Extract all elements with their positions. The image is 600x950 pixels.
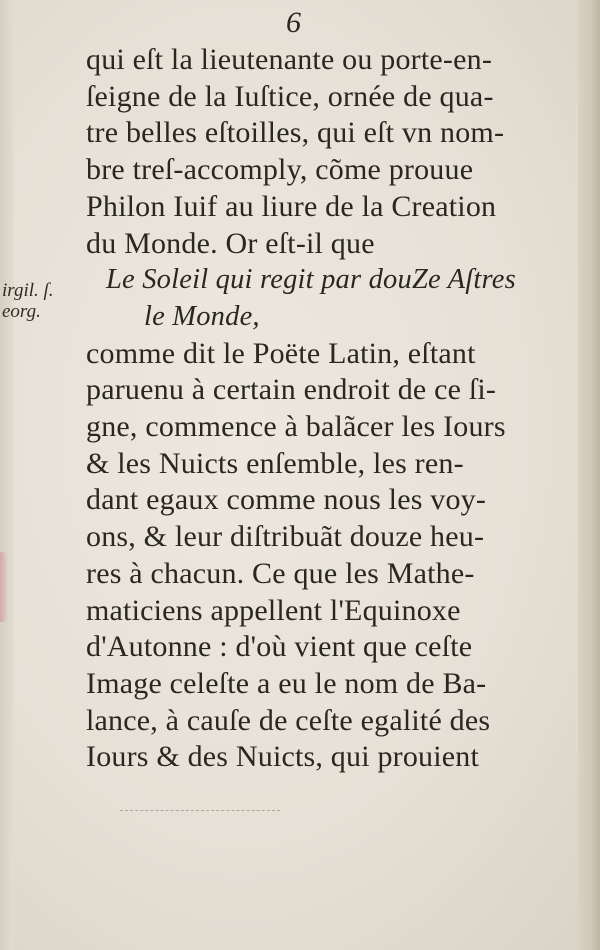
text-line: & les Nuicts enſemble, les ren- — [86, 446, 464, 480]
text-line: d'Autonne : d'où vient que ceſte — [86, 630, 473, 664]
text-line: paruenu à certain endroit de ce ſi- — [86, 373, 497, 407]
text-line: ſeigne de la Iuſtice, ornée de qua- — [86, 79, 494, 113]
text-line: lance, à cauſe de ceſte egalité des — [86, 703, 491, 737]
page-right-edge — [578, 0, 600, 950]
text-line: res à chacun. Ce que les Mathe- — [86, 556, 475, 590]
text-line: tre belles eſtoilles, qui eſt vn nom- — [86, 116, 505, 150]
text-line: bre treſ-accomply, cõme prouue — [86, 153, 474, 187]
text-line: comme dit le Poëte Latin, eſtant — [86, 336, 476, 370]
margin-note-line-1: irgil. ſ. — [2, 280, 54, 301]
text-line: du Monde. Or eſt-il que — [86, 226, 375, 260]
text-line: qui eſt la lieutenante ou porte-en- — [86, 43, 493, 76]
page-left-edge — [0, 0, 14, 950]
text-line: Image celeſte a eu le nom de Ba- — [86, 666, 487, 700]
quotation-line: Le Soleil qui regit par douZe Aſtres — [106, 264, 516, 296]
bottom-rule — [120, 810, 280, 812]
text-line: ons, & leur diſtribuãt douze heu- — [86, 520, 485, 554]
text-line: maticiens appellent l'Equinoxe — [86, 593, 461, 627]
text-line: Iours & des Nuicts, qui prouient — [86, 740, 480, 774]
page-number: 6 — [286, 6, 302, 39]
margin-note — [2, 280, 54, 322]
quotation-line: le Monde, — [144, 300, 260, 332]
text-line: gne, commence à balãcer les Iours — [86, 410, 506, 444]
text-line: Philon Iuif au liure de la Creation — [86, 189, 497, 223]
page-stain — [0, 552, 8, 622]
body-text — [86, 42, 536, 776]
text-line: dant egaux comme nous les voy- — [86, 483, 487, 517]
margin-note-line-2: eorg. — [2, 301, 41, 322]
